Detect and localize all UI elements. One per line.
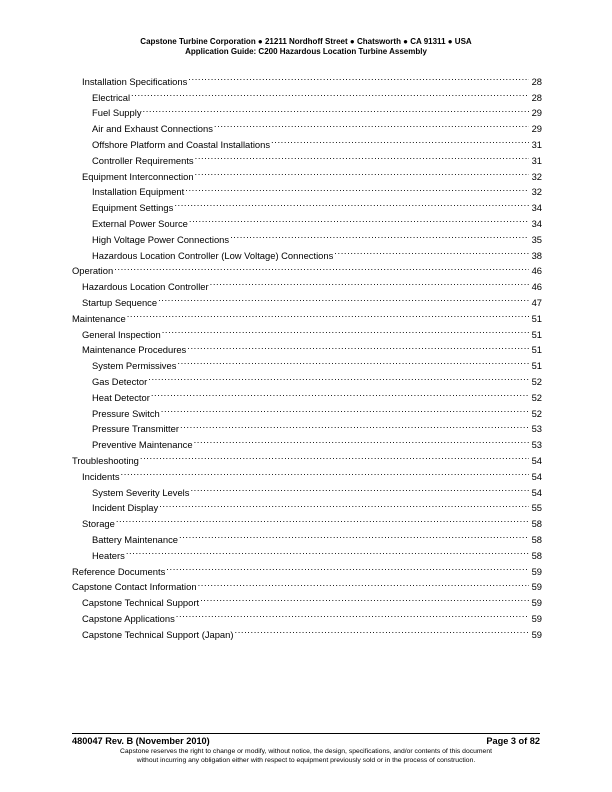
- toc-entry-page: 46: [531, 265, 542, 277]
- toc-dot-leader: [174, 195, 529, 211]
- toc-dot-leader: [230, 227, 529, 243]
- toc-dot-leader: [190, 480, 529, 496]
- toc-dot-leader: [127, 306, 529, 322]
- table-of-contents: [72, 69, 542, 638]
- toc-entry-label: Equipment Interconnection: [82, 170, 194, 182]
- page-footer: [72, 735, 540, 747]
- toc-entry-label: Maintenance Procedures: [82, 344, 187, 356]
- toc-dot-leader: [198, 575, 529, 591]
- toc-entry-label: Hazardous Location Controller: [82, 281, 209, 293]
- toc-dot-leader: [194, 432, 529, 448]
- toc-entry-label: Capstone Contact Information: [72, 581, 197, 593]
- toc-entry-page: 29: [531, 107, 542, 119]
- toc-entry-page: 32: [531, 170, 542, 182]
- toc-entry-label: Incident Display: [92, 502, 159, 514]
- toc-dot-leader: [114, 259, 529, 275]
- toc-entry-page: 54: [531, 470, 542, 482]
- toc-entry-page: 28: [531, 91, 542, 103]
- toc-entry-label: High Voltage Power Connections: [92, 233, 230, 245]
- toc-entry-label: Heaters: [92, 549, 125, 561]
- toc-entry-page: 51: [531, 328, 542, 340]
- toc-entry[interactable]: [72, 116, 542, 135]
- toc-entry-label: Hazardous Location Controller (Low Voltage) Connections: [92, 249, 334, 261]
- toc-entry[interactable]: [72, 527, 542, 543]
- toc-entry-page: 34: [531, 202, 542, 214]
- toc-entry-page: 54: [531, 454, 542, 466]
- page-header: [0, 37, 612, 57]
- toc-entry-page: 51: [531, 312, 542, 324]
- toc-dot-leader: [185, 180, 529, 196]
- toc-entry-label: Gas Detector: [92, 375, 148, 387]
- header-document-title: Application Guide: C200 Hazardous Location Turbine Assembly: [185, 47, 427, 56]
- toc-entry-label: Capstone Technical Support: [82, 597, 200, 609]
- toc-dot-leader: [334, 243, 529, 259]
- toc-entry-page: 29: [531, 123, 542, 135]
- toc-entry[interactable]: [72, 274, 542, 293]
- toc-entry-page: 52: [531, 407, 542, 419]
- toc-entry-label: Troubleshooting: [72, 454, 139, 466]
- toc-dot-leader: [180, 417, 529, 433]
- toc-entry-page: 35: [531, 233, 542, 245]
- toc-entry-label: Air and Exhaust Connections: [92, 123, 213, 135]
- toc-entry-page: 47: [531, 296, 542, 308]
- toc-entry-page: 52: [531, 391, 542, 403]
- toc-dot-leader: [143, 101, 529, 117]
- toc-entry-page: 59: [531, 628, 542, 640]
- toc-entry-label: Reference Documents: [72, 565, 166, 577]
- toc-entry-label: Pressure Switch: [92, 407, 160, 419]
- toc-entry-page: 32: [531, 186, 542, 198]
- toc-dot-leader: [188, 69, 529, 85]
- toc-dot-leader: [166, 559, 529, 575]
- toc-entry-page: 31: [531, 154, 542, 166]
- toc-dot-leader: [131, 85, 529, 101]
- toc-entry[interactable]: [72, 511, 542, 530]
- toc-entry-page: 58: [531, 549, 542, 561]
- toc-entry-label: Battery Maintenance: [92, 533, 178, 545]
- toc-entry[interactable]: [72, 322, 542, 338]
- footer-page-number: Page 3 of 82: [486, 736, 540, 746]
- toc-entry-label: Capstone Applications: [82, 612, 175, 624]
- toc-dot-leader: [116, 511, 529, 527]
- toc-entry-page: 58: [531, 533, 542, 545]
- toc-dot-leader: [161, 401, 529, 417]
- toc-entry-page: 38: [531, 249, 542, 261]
- toc-entry-label: Fuel Supply: [92, 107, 142, 119]
- toc-entry-page: 31: [531, 138, 542, 150]
- toc-entry-label: Equipment Settings: [92, 202, 174, 214]
- toc-dot-leader: [210, 274, 529, 290]
- toc-entry-page: 28: [531, 75, 542, 87]
- toc-entry-label: External Power Source: [92, 217, 188, 229]
- footer-notice: [0, 748, 612, 765]
- toc-entry-label: Incidents: [82, 470, 120, 482]
- toc-dot-leader: [140, 448, 529, 464]
- toc-entry[interactable]: [72, 101, 542, 117]
- toc-entry-label: Storage: [82, 518, 115, 530]
- toc-entry-label: Startup Sequence: [82, 296, 158, 308]
- toc-entry-label: Capstone Technical Support (Japan): [82, 628, 234, 640]
- toc-dot-leader: [176, 606, 529, 622]
- toc-entry-label: Offshore Platform and Coastal Installations: [92, 138, 271, 150]
- header-company-address: Capstone Turbine Corporation ● 21211 Nordhoff Street ● Chatsworth ● CA 91311 ● USA: [140, 37, 472, 46]
- toc-entry-page: 58: [531, 518, 542, 530]
- footer-document-revision: 480047 Rev. B (November 2010): [72, 736, 210, 746]
- toc-dot-leader: [148, 369, 529, 385]
- toc-dot-leader: [162, 322, 529, 338]
- toc-dot-leader: [187, 338, 529, 354]
- toc-entry-page: 59: [531, 597, 542, 609]
- toc-dot-leader: [158, 290, 529, 306]
- toc-entry-page: 59: [531, 565, 542, 577]
- footer-divider: [72, 733, 540, 734]
- toc-dot-leader: [121, 464, 529, 480]
- toc-entry-label: Pressure Transmitter: [92, 423, 180, 435]
- toc-entry[interactable]: [72, 306, 542, 322]
- toc-dot-leader: [179, 527, 529, 543]
- toc-entry-page: 55: [531, 502, 542, 514]
- toc-entry[interactable]: [72, 480, 542, 496]
- toc-entry-page: 51: [531, 360, 542, 372]
- toc-entry-label: Heat Detector: [92, 391, 150, 403]
- toc-dot-leader: [177, 353, 529, 369]
- toc-entry[interactable]: [72, 543, 542, 559]
- toc-entry[interactable]: [72, 259, 542, 275]
- footer-notice-line: Capstone reserves the right to change or modify, without notice, the design, specifications, and/or contents of this document: [119, 748, 493, 755]
- toc-dot-leader: [200, 590, 529, 606]
- toc-entry[interactable]: [72, 559, 542, 575]
- toc-entry-page: 54: [531, 486, 542, 498]
- toc-entry-page: 46: [531, 281, 542, 293]
- toc-dot-leader: [189, 211, 529, 227]
- toc-entry-label: Maintenance: [72, 312, 126, 324]
- toc-entry[interactable]: [72, 448, 542, 464]
- toc-entry-label: Operation: [72, 265, 114, 277]
- toc-dot-leader: [195, 164, 529, 180]
- toc-entry-page: 53: [531, 423, 542, 435]
- toc-dot-leader: [195, 148, 529, 164]
- toc-entry-page: 53: [531, 439, 542, 451]
- toc-entry-page: 34: [531, 217, 542, 229]
- toc-entry[interactable]: [72, 85, 542, 101]
- toc-dot-leader: [271, 132, 529, 148]
- toc-entry-label: General Inspection: [82, 328, 161, 340]
- toc-entry[interactable]: [72, 69, 542, 85]
- toc-entry-page: 59: [531, 581, 542, 593]
- toc-entry-page: 52: [531, 375, 542, 387]
- toc-entry-label: Installation Specifications: [82, 75, 188, 87]
- toc-dot-leader: [234, 622, 529, 638]
- toc-entry-page: 59: [531, 612, 542, 624]
- toc-entry-label: System Severity Levels: [92, 486, 190, 498]
- toc-entry[interactable]: [72, 464, 542, 480]
- toc-dot-leader: [214, 116, 529, 132]
- toc-dot-leader: [126, 543, 529, 559]
- toc-dot-leader: [151, 385, 529, 401]
- toc-entry-label: Electrical: [92, 91, 131, 103]
- footer-notice-line: without incurring any obligation either with respect to equipment previously sold or in the process of construction.: [136, 756, 476, 764]
- toc-entry-label: System Permissives: [92, 360, 177, 372]
- toc-entry-label: Preventive Maintenance: [92, 439, 193, 451]
- toc-entry-label: Installation Equipment: [92, 186, 185, 198]
- toc-entry-page: 51: [531, 344, 542, 356]
- toc-dot-leader: [159, 496, 529, 512]
- toc-entry-label: Controller Requirements: [92, 154, 194, 166]
